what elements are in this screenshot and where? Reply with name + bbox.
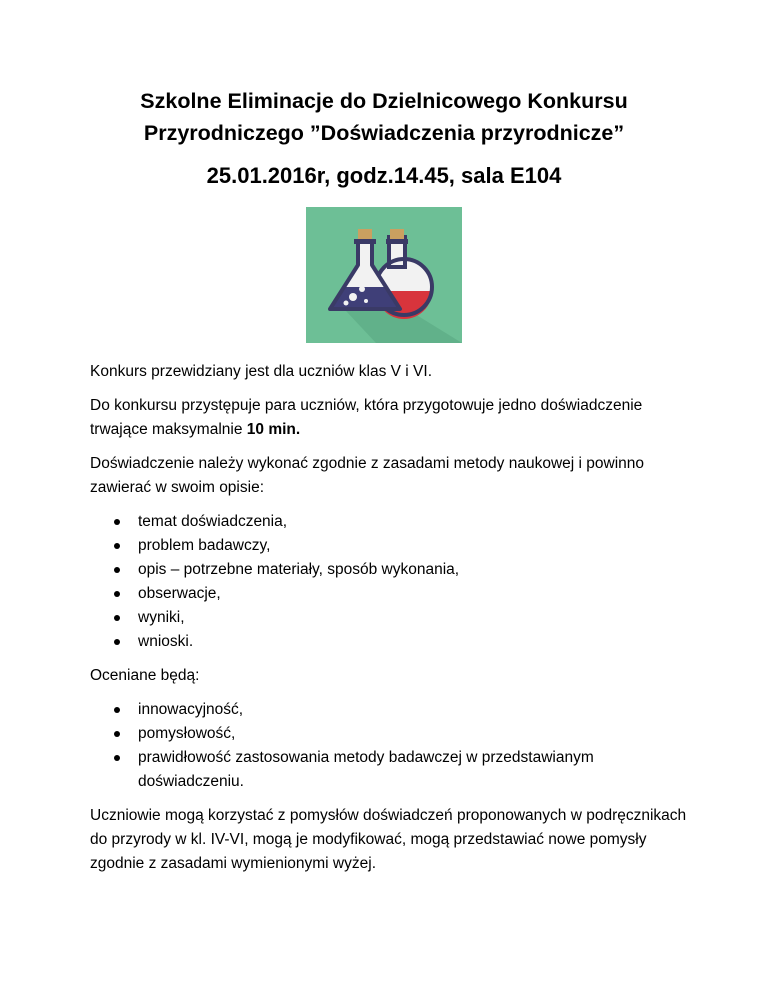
title-line-1: Szkolne Eliminacje do Dzielnicowego Konkursu (140, 89, 628, 113)
list-item: wnioski. (138, 630, 690, 654)
paragraph-participants (90, 394, 690, 442)
title-line-2: Przyrodniczego ”Doświadczenia przyrodnicze” (143, 121, 625, 145)
list-item: wyniki, (138, 606, 690, 630)
paragraph-participants-text: Do konkursu przystępuje para uczniów, która przygotowuje jedno doświadczenie trwające maksymalnie (90, 397, 643, 438)
list-item: prawidłowość zastosowania metody badawczej w przedstawianym doświadczeniu. (138, 746, 690, 794)
paragraph-method: Doświadczenie należy wykonać zgodnie z zasadami metody naukowej i powinno zawierać w swoim opisie: (90, 455, 644, 496)
paragraph-criteria-heading: Oceniane będą: (90, 667, 200, 684)
list-item: temat doświadczenia, (138, 510, 690, 534)
list-item: innowacyjność, (138, 698, 690, 722)
document-body (90, 360, 690, 886)
list-item: problem badawczy, (138, 534, 690, 558)
list-item: obserwacje, (138, 582, 690, 606)
criteria-list (90, 698, 690, 794)
document-title (0, 85, 768, 149)
list-item: pomysłowość, (138, 722, 690, 746)
chemistry-flasks-icon (306, 207, 462, 343)
duration-highlight: 10 min. (246, 421, 301, 438)
list-item: opis – potrzebne materiały, sposób wykonania, (138, 558, 690, 582)
requirements-list (90, 510, 690, 654)
paragraph-sources: Uczniowie mogą korzystać z pomysłów doświadczeń proponowanych w podręcznikach do przyrody w kl. IV-VI, mogą je modyfikować, mogą przedstawiać nowe pomysły zgodnie z zasadami wymienionymi wyżej. (90, 807, 687, 872)
event-date-line: 25.01.2016r, godz.14.45, sala E104 (206, 163, 562, 188)
paragraph-eligibility: Konkurs przewidziany jest dla uczniów klas V i VI. (90, 363, 433, 380)
